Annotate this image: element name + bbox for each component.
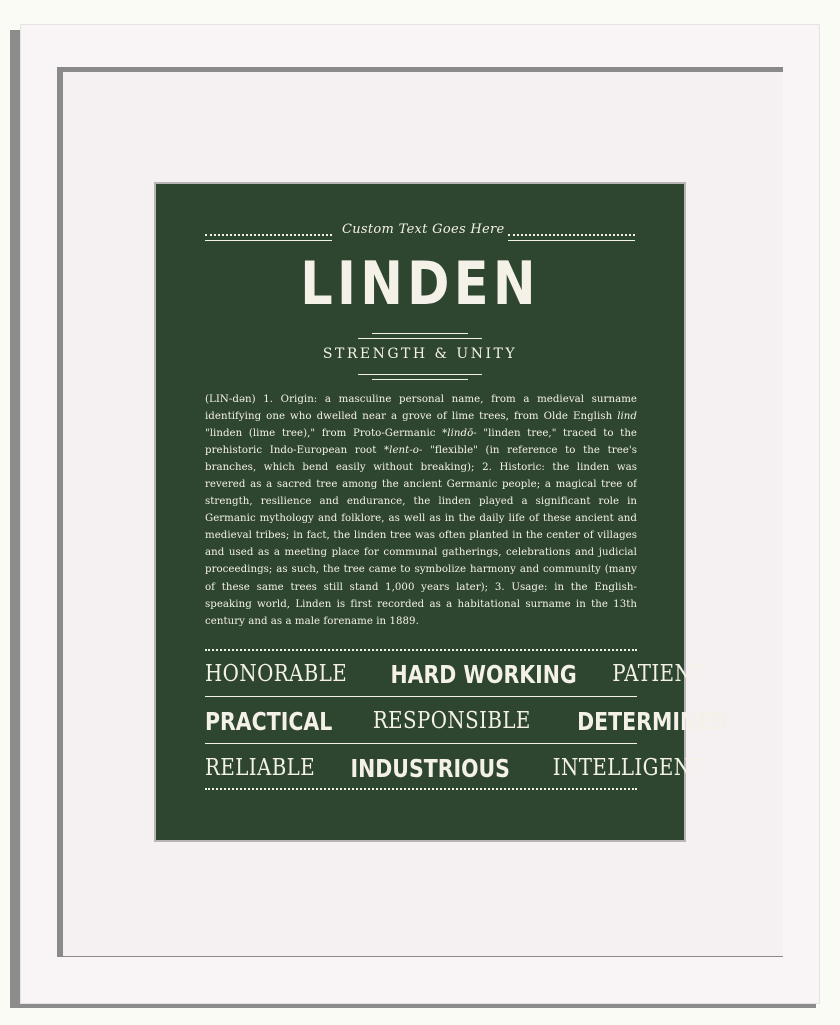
header-dotted-rule-right (508, 234, 635, 240)
name-definition: (LIN-dən) 1. Origin: a masculine personal name, from a medieval surname identifying one who dwelled near a grove of lime trees, from Olde English lind "linden (lime tree)," from Proto-Germanic *lindō- "linden tree," traced to the prehistoric Indo-European root *lent-o- "flexible" (in reference to the tree's branches, which bend easily without breaking); 2. Historic: the linden was revered as a sacred tree among the ancient Germanic people; a magical tree of strength, resilience and endurance, the linden played a significant role in Germanic mythology and folklore, as well as in the daily life of these ancient and medieval tribes; in fact, the linden tree was often planted in the center of villages and used as a meeting place for communal gatherings, celebrations and judicial proceedings; as such, the tree came to symbolize harmony and community (many of these same trees still stand 1,000 years later); 3. Usage: in the English-speaking world, Linden is first recorded as a habitational surname in the 13th century and as a male forename in 1889. (205, 394, 637, 627)
trait-word: RESPONSIBLE (373, 708, 532, 734)
trait-divider (205, 696, 637, 697)
name-meaning: STRENGTH & UNITY (322, 346, 518, 362)
trait-word: INDUSTRIOUS (350, 753, 510, 783)
trait-word: PRACTICAL (205, 706, 333, 736)
trait-divider (205, 743, 637, 744)
meaning-underline-long (358, 374, 482, 375)
trait-row-3 (205, 750, 705, 786)
trait-word: RELIABLE (205, 755, 316, 781)
trait-word: PATIENT (612, 661, 707, 687)
trait-word: HARD WORKING (390, 659, 578, 689)
name-meaning-poster (156, 184, 729, 840)
custom-text: Custom Text Goes Here (342, 222, 505, 237)
trait-row-1 (205, 656, 707, 692)
trait-row-2 (205, 703, 729, 739)
name-title: LINDEN (300, 249, 540, 319)
meaning-underline-short (372, 379, 468, 380)
title-underline-long (358, 338, 482, 339)
trait-word: HONORABLE (205, 661, 348, 687)
traits-top-dotted-rule (205, 649, 637, 655)
header-dotted-rule-left (205, 234, 332, 240)
title-underline-short (372, 333, 468, 334)
traits-bottom-dotted-rule (205, 788, 637, 794)
trait-word: INTELLIGENT (552, 755, 705, 781)
trait-word: DETERMINED (577, 706, 729, 736)
